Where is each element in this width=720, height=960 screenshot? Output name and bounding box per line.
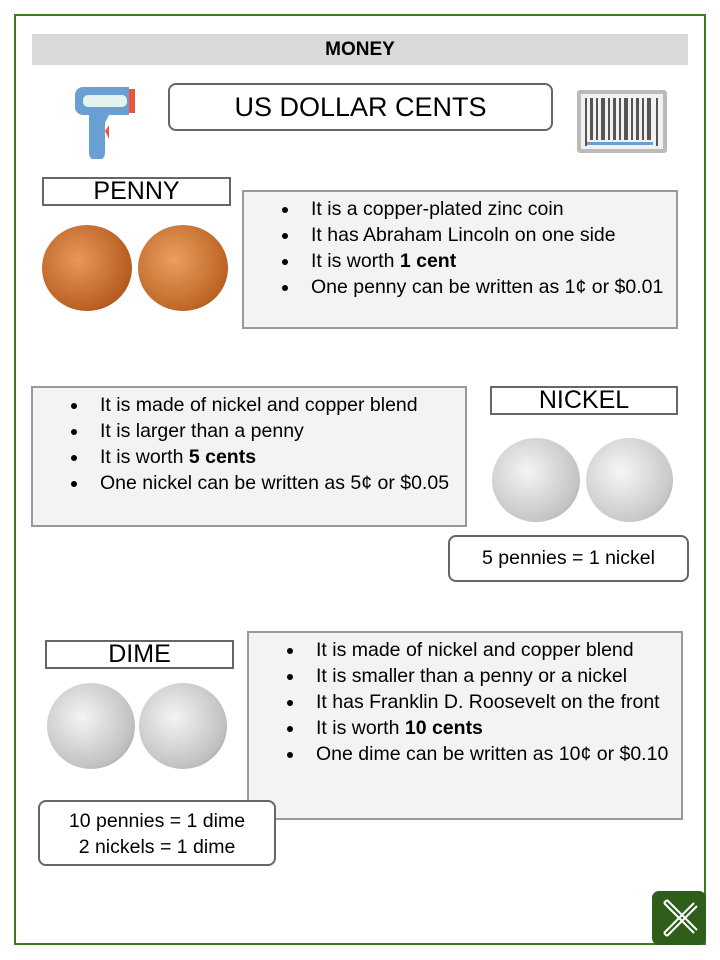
fact-text: It is worth — [316, 717, 405, 739]
fact-value: 10 cents — [404, 717, 483, 739]
fact-text: It is a copper-plated zinc coin — [311, 198, 564, 220]
barcode-scanner-icon — [75, 85, 137, 159]
fact-text: It is smaller than a penny or a nickel — [316, 665, 628, 687]
fact-text: It is worth — [100, 446, 189, 468]
dime-back-image — [139, 683, 227, 769]
penny-facts — [242, 190, 678, 329]
penny-label: PENNY — [42, 177, 231, 206]
penny-back-image — [138, 225, 228, 311]
nickel-front-image — [492, 438, 580, 522]
nickel-back-image — [586, 438, 673, 522]
pencil-ruler-logo-icon — [652, 891, 706, 945]
nickel-fact — [89, 418, 455, 444]
dime-label: DIME — [45, 640, 234, 669]
dime-fact — [305, 663, 671, 689]
fact-value: 1 cent — [399, 250, 457, 272]
barcode-icon — [577, 90, 667, 153]
dime-fact — [305, 689, 671, 715]
dime-equation-line: 2 nickels = 1 dime — [78, 836, 236, 858]
fact-text: It is made of nickel and copper blend — [100, 394, 418, 416]
dime-fact — [305, 637, 671, 663]
penny-fact — [300, 196, 666, 222]
subject-header: MONEY — [32, 34, 688, 65]
penny-fact — [300, 248, 666, 274]
fact-text: One penny can be written as 1¢ or $0.01 — [311, 276, 664, 298]
fact-value: 5 cents — [188, 446, 257, 468]
page-title: US DOLLAR CENTS — [168, 83, 553, 131]
fact-text: One dime can be written as 10¢ or $0.10 — [316, 743, 669, 765]
nickel-fact — [89, 444, 455, 470]
fact-text: It is worth — [311, 250, 400, 272]
penny-front-image — [42, 225, 132, 311]
dime-equation-line: 10 pennies = 1 dime — [68, 810, 246, 832]
fact-text: It is made of nickel and copper blend — [316, 639, 634, 661]
penny-fact — [300, 274, 666, 300]
dime-fact — [305, 715, 671, 741]
dime-equation — [38, 800, 276, 866]
nickel-equation: 5 pennies = 1 nickel — [448, 535, 689, 582]
dime-front-image — [47, 683, 135, 769]
nickel-label: NICKEL — [490, 386, 678, 415]
dime-facts — [247, 631, 683, 820]
fact-text: It has Franklin D. Roosevelt on the front — [316, 691, 660, 713]
nickel-fact — [89, 392, 455, 418]
nickel-fact — [89, 470, 455, 496]
fact-text: It is larger than a penny — [100, 420, 304, 442]
penny-fact — [300, 222, 666, 248]
fact-text: One nickel can be written as 5¢ or $0.05 — [100, 472, 450, 494]
nickel-facts — [31, 386, 467, 527]
dime-fact — [305, 741, 671, 767]
fact-text: It has Abraham Lincoln on one side — [311, 224, 616, 246]
